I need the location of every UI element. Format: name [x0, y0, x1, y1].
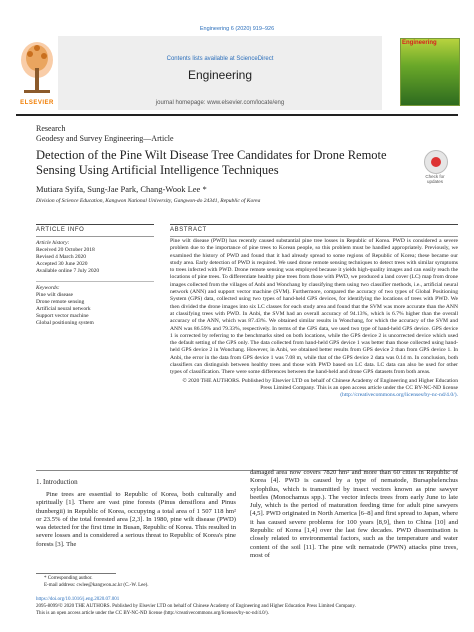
journal-cover-title: Engineering	[402, 40, 437, 46]
intro-right-column: damaged area now covers 7820 hm² and more than 60 cities in Republic of Korea [4]. PWD is caused by a type of nematode, Bursaphelenchus xylophilus, which is transmitted by insect vectors known as pine sawyer beetles (Monochamus spp.). The vector infects trees from early June to late July, which is the period of maturation feeding time for adult pine sawyers [4,5]. PWD originated in North America [6–8] and first spread to Japan, where it has caused severe problems for 100 years [8,9], then to China [10] and Republic of Korea [1,4] over the last few decades. PWD dissemination is closely related to environmental factors, such as the temperature and water content of the soil [11]. The pine wilt nematode (PWN) attacks pine trees, most of	[250, 469, 458, 559]
article-title: Detection of the Pine Wilt Disease Tree Candidates for Drone Remote Sensing Using Artificial Intelligence Techniques	[36, 148, 387, 177]
history-accepted: Accepted 30 June 2020	[36, 261, 88, 267]
header-divider	[16, 114, 458, 116]
keyword-item: Artificial neural network	[36, 306, 91, 312]
elsevier-wordmark: ELSEVIER	[20, 100, 54, 106]
journal-citation-link[interactable]: Engineering 6 (2020) 919–926	[199, 26, 275, 32]
article-info-rule	[36, 224, 154, 225]
abstract-body	[170, 238, 458, 400]
corresponding-author-label: * Corresponding author.	[44, 576, 93, 581]
history-online: Available online 7 July 2020	[36, 268, 100, 274]
intro-left-column: Pine trees are essential to Republic of Korea, both culturally and spiritually [1]. There are vast pine forests (Pinus densiflora and Pinus thunbergii) in Republic of Korea, occupying a total area of 1 507 118 hm² or 23.5% of the total forested area [2,3]. In 1980, pine wilt disease (PWD) was detected for the first time in Busan, Republic of Korea. This resulted in severe losses and is considered a serious threat to Republic of Korea's pine forests [3]. The	[36, 491, 236, 548]
journal-title: Engineering	[187, 68, 253, 82]
corresponding-email: E-mail address: cwlee@kangwon.ac.kr (C.-W. Lee).	[44, 582, 149, 588]
abstract-copyright	[170, 378, 458, 400]
keyword-item: Pine wilt disease	[36, 292, 73, 298]
journal-cover-image	[400, 38, 460, 106]
history-received: Received 20 October 2018	[36, 247, 95, 253]
crossmark-icon[interactable]	[424, 150, 448, 174]
keywords-list	[36, 285, 156, 327]
elsevier-tree-logo	[18, 38, 56, 98]
article-type-line1: Research	[36, 124, 66, 133]
journal-homepage[interactable]: journal homepage: www.elsevier.com/locate/eng	[155, 100, 285, 106]
history-label: Article history:	[36, 240, 70, 246]
article-type	[36, 124, 174, 144]
abstract-subrule	[170, 236, 458, 237]
crossmark-label: Check for updates	[425, 174, 445, 184]
license-footnote	[36, 604, 458, 617]
abstract-text: Pine wilt disease (PWD) has recently caused substantial pine tree losses in Republic of Korea. PWD is considered a severe problem due to the importance of pine trees to Korean people, so this problem must be handled appropriately. Previously, we examined the history of PWD and found that it had already spread to some regions of Republic of Korea; these became our study area. Early detection of PWD is required. We used drone remote sensing techniques to detect trees with similar symptoms to trees infected with PWD. Drone remote sensing was employed because it yields high-quality images and can easily reach the locations of pine trees. To differentiate healthy pine trees from those with PWD, we produced a land cover (LC) map from drone images collected from the villages of Anbi and Wonchang by classifying them using two classifier methods, i.e., artificial neural network (ANN) and support vector machine (SVM). Furthermore, compared the accuracy of two types of Global Positioning System (GPS) data, collected using two types of hand-held GPS devices, for identifying the locations of trees with PWD. We then divided the drone images into six LC classes for each study area and found that the SVM was more accurate than the ANN at classifying trees with PWD. In Anbi, the SVM had an overall accuracy of 94.13%, which is 6.7% higher than the overall accuracy of the ANN, which was 87.43%. We obtained similar results in Wonchang, for which the accuracy of the SVM and ANN was 86.59% and 79.33%, respectively. In terms of the GPS data, we used two type of hand-held GPS device. GPS device 1 is corrected by referring to the benchmarks sited on both locations, while the GPS device 2 is uncorrected device which used the default setting of the GPS only. The data collected from hand-held GPS device 1 was better than those collected using hand-held GPS device 2 in Wonchang. However, in Anbi, we obtained better results from GPS device 2 than from GPS device 1. In Anbi, the error in the data from GPS device 1 was 7.08 m, while that of the GPS device 2 data was 0.14 m. In conclusion, both classifiers can distinguish between healthy trees and those with PWD based on LC data. LC data can also be used for other types of classification. There were some differences between the hand-held and drone GPS datasets from both areas.	[170, 238, 458, 376]
keyword-item: Support vector machine	[36, 313, 89, 319]
keywords-divider	[36, 281, 154, 282]
license-link[interactable]: (http://creativecommons.org/licenses/by-nc-nd/4.0/).	[340, 392, 458, 399]
license-line-1: 2095-8099/© 2020 THE AUTHORS. Published by Elsevier LTD on behalf of Chinese Academy of Engineering and Higher Education Press Limited Company.	[36, 604, 356, 609]
keywords-label: Keywords:	[36, 285, 60, 291]
intro-heading: 1. Introduction	[36, 478, 78, 486]
corresponding-footnote	[44, 576, 244, 589]
license-line-2: This is an open access article under the CC BY-NC-ND license (http://creativecommons.org/licenses/by-nc-nd/4.0/).	[36, 610, 269, 616]
article-type-line2: Geodesy and Survey Engineering—Article	[36, 134, 174, 143]
abstract-rule	[170, 224, 458, 225]
footnote-rule	[36, 573, 116, 574]
copyright-text: © 2020 THE AUTHORS. Published by Elsevier LTD on behalf of Chinese Academy of Engineering and Higher Education Press Limited Company. This is an open access article under the CC BY-NC-ND license	[182, 377, 458, 391]
abstract-heading: ABSTRACT	[170, 227, 207, 233]
keyword-item: Global positioning system	[36, 320, 94, 326]
author-affiliation: Division of Science Education, Kangwon National University, Gangwon-do 24341, Republic of Korea	[36, 198, 261, 204]
doi-link[interactable]: https://doi.org/10.1016/j.eng.2020.07.001	[36, 597, 120, 602]
contents-available-line	[58, 56, 382, 62]
contents-available-text[interactable]: Contents lists available at ScienceDirect	[166, 56, 274, 62]
article-authors: Mutiara Syifa, Sung-Jae Park, Chang-Wook Lee *	[36, 184, 207, 194]
article-info-subrule	[36, 236, 154, 237]
article-history	[36, 240, 156, 275]
history-revised: Revised 4 March 2020	[36, 254, 86, 260]
keyword-item: Drone remote sensing	[36, 299, 85, 305]
article-info-heading: ARTICLE INFO	[36, 227, 85, 233]
